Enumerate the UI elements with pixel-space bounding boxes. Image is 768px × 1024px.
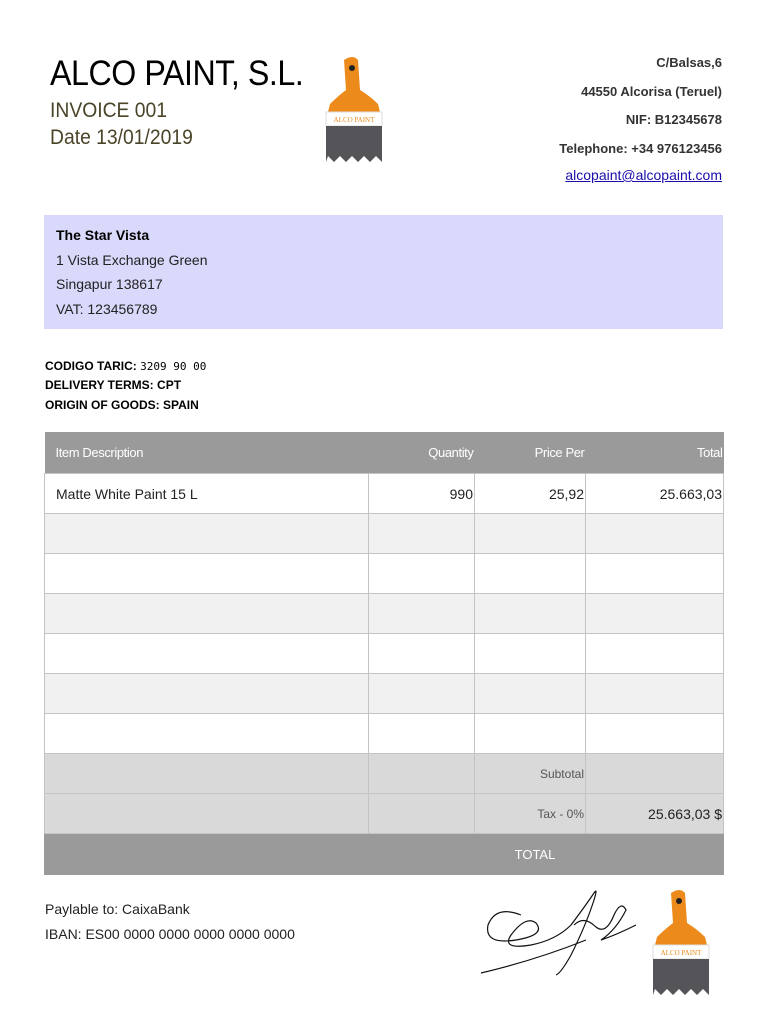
cell-description	[45, 594, 369, 634]
cell-quantity	[369, 714, 475, 754]
tax-label: Tax - 0%	[475, 794, 586, 834]
total-label: TOTAL	[475, 834, 586, 875]
cell-description	[45, 554, 369, 594]
invoice-table	[44, 432, 724, 875]
cell-total	[586, 554, 724, 594]
cell-price	[475, 714, 586, 754]
cell-quantity	[369, 514, 475, 554]
payable-to: Paylable to: CaixaBank	[45, 901, 190, 917]
invoice-number: INVOICE 001	[50, 99, 168, 122]
client-vat: VAT: 123456789	[56, 301, 158, 317]
cell-quantity	[369, 634, 475, 674]
subtotal-value	[586, 754, 724, 794]
delivery-terms	[45, 378, 181, 392]
client-name: The Star Vista	[56, 227, 150, 243]
cell-description	[45, 714, 369, 754]
total-value	[586, 834, 724, 875]
subtotal-label: Subtotal	[475, 754, 586, 794]
table-row	[45, 514, 724, 554]
cell-total	[586, 634, 724, 674]
invoice-date: Date 13/01/2019	[50, 126, 193, 149]
client-street: 1 Vista Exchange Green	[56, 252, 208, 268]
paint-brush-logo-footer	[645, 887, 715, 997]
cell-price	[475, 634, 586, 674]
cell-description	[45, 674, 369, 714]
origin-label: ORIGIN OF GOODS:	[45, 398, 160, 412]
email-link[interactable]: alcopaint@alcopaint.com	[565, 167, 722, 183]
header-price-per: Price Per	[475, 432, 586, 474]
cell-description	[45, 634, 369, 674]
cell-total	[586, 514, 724, 554]
client-city: Singapur 138617	[56, 276, 163, 292]
cell-total: 25.663,03	[586, 474, 724, 514]
cell-total	[586, 714, 724, 754]
total-row	[45, 834, 724, 875]
table-row	[45, 674, 724, 714]
header-item-description: Item Description	[45, 432, 369, 474]
taric-value: 3209 90 00	[140, 360, 207, 373]
address-city: 44550 Alcorisa (Teruel)	[581, 84, 722, 99]
cell-description: Matte White Paint 15 L	[45, 474, 369, 514]
cell-quantity: 990	[369, 474, 475, 514]
delivery-label: DELIVERY TERMS:	[45, 378, 154, 392]
table-row	[45, 554, 724, 594]
cell-quantity	[369, 674, 475, 714]
subtotal-row	[45, 754, 724, 794]
paint-brush-logo	[318, 54, 388, 164]
logo-text: ALCO PAINT	[333, 116, 375, 124]
table-row	[45, 474, 724, 514]
table-row	[45, 634, 724, 674]
cell-description	[45, 514, 369, 554]
delivery-value: CPT	[157, 378, 182, 392]
logo-text: ALCO PAINT	[660, 949, 702, 957]
cell-price: 25,92	[475, 474, 586, 514]
taric-code	[45, 359, 206, 373]
cell-quantity	[369, 594, 475, 634]
cell-price	[475, 554, 586, 594]
cell-price	[475, 514, 586, 554]
header-quantity: Quantity	[369, 432, 475, 474]
table-row	[45, 714, 724, 754]
taric-label: CODIGO TARIC:	[45, 359, 137, 373]
tax-value: 25.663,03 $	[586, 794, 724, 834]
header-total: Total	[586, 432, 724, 474]
client-box	[44, 215, 723, 329]
table-header	[45, 432, 724, 474]
cell-price	[475, 594, 586, 634]
address-telephone: Telephone: +34 976123456	[559, 141, 722, 156]
signature	[476, 885, 646, 980]
cell-quantity	[369, 554, 475, 594]
company-name: ALCO PAINT, S.L.	[50, 54, 304, 93]
cell-price	[475, 674, 586, 714]
table-row	[45, 594, 724, 634]
address-nif: NIF: B12345678	[625, 112, 722, 127]
cell-total	[586, 594, 724, 634]
tax-row	[45, 794, 724, 834]
origin-of-goods	[45, 398, 199, 412]
address-street: C/Balsas,6	[656, 55, 722, 70]
iban: IBAN: ES00 0000 0000 0000 0000 0000	[45, 926, 295, 942]
cell-total	[586, 674, 724, 714]
origin-value: SPAIN	[163, 398, 199, 412]
